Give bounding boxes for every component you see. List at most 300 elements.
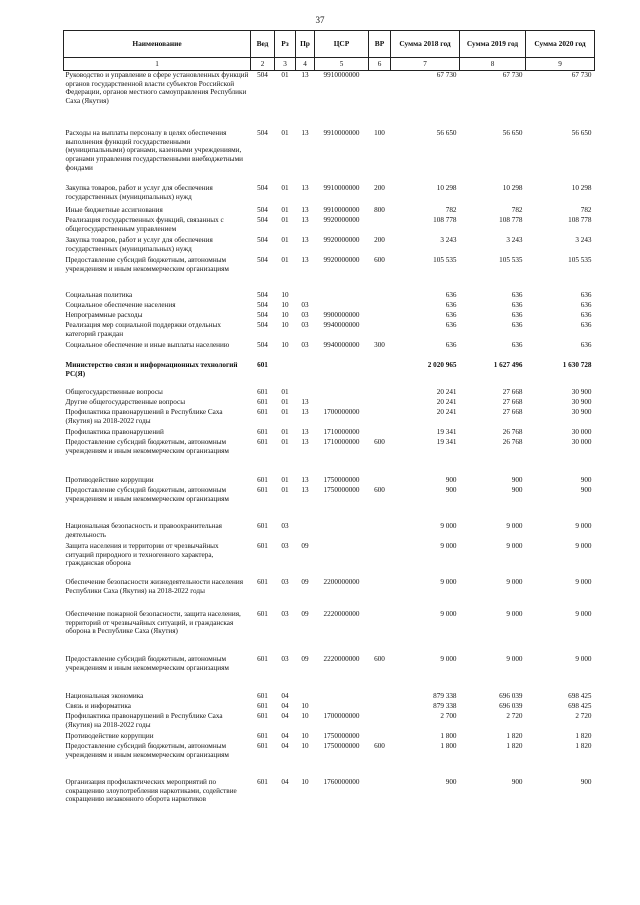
- table-cell-pr: 03: [301, 311, 309, 319]
- table-cell-ved: 601: [257, 361, 268, 369]
- table-cell-sum-2019: 696 039: [499, 702, 523, 710]
- table-cell-csr: 1700000000: [323, 408, 360, 416]
- table-cell-csr: 1710000000: [323, 428, 360, 436]
- table-cell-sum-2018: 20 241: [436, 408, 457, 416]
- budget-table-container: [63, 30, 594, 810]
- col-header-vr: ВР: [369, 31, 391, 58]
- table-cell-sum-2020: 2 720: [575, 712, 592, 720]
- table-cell-vr: [369, 476, 391, 486]
- table-cell-sum-2019: 696 039: [499, 692, 523, 700]
- table-cell-rz: 01: [281, 206, 289, 214]
- table-cell-name: Предоставление субсидий бюджетным, автономным учреждениям и иным некоммерческим организациям: [65, 655, 229, 672]
- table-cell-sum-2019: 636: [511, 341, 523, 349]
- table-cell-sum-2020: 900: [580, 778, 592, 786]
- table-cell-csr: 1750000000: [323, 732, 360, 740]
- table-cell-vr: 100: [374, 129, 385, 137]
- table-cell-sum-2018: 9 000: [440, 655, 457, 663]
- table-cell-pr: 10: [301, 732, 309, 740]
- table-cell-sum-2019: 1 627 496: [493, 361, 523, 369]
- table-cell-sum-2019: 3 243: [506, 236, 523, 244]
- table-cell-sum-2020: 636: [580, 311, 592, 319]
- table-cell-rz: 10: [281, 311, 289, 319]
- table-cell-ved: 601: [257, 742, 268, 750]
- table-cell-csr: 2200000000: [323, 578, 360, 586]
- table-cell-sum-2019: 105 535: [499, 256, 523, 264]
- table-cell-vr: [369, 71, 391, 130]
- table-cell-pr: 13: [301, 256, 309, 264]
- table-cell-sum-2019: 1 820: [506, 732, 523, 740]
- col-header-name: Наименование: [64, 31, 251, 58]
- table-row: [64, 236, 595, 256]
- table-cell-sum-2018: 9 000: [440, 578, 457, 586]
- table-cell-sum-2019: 636: [511, 301, 523, 309]
- table-cell-sum-2019: 636: [511, 311, 523, 319]
- table-cell-ved: 504: [257, 291, 268, 299]
- table-cell-name: Предоставление субсидий бюджетным, автономным учреждениям и иным некоммерческим организациям: [65, 742, 229, 759]
- table-cell-sum-2020: 30 900: [571, 398, 592, 406]
- table-cell-sum-2018: 879 338: [433, 702, 457, 710]
- table-cell-vr: [369, 702, 391, 712]
- table-row: [64, 578, 595, 610]
- table-cell-sum-2020: 1 630 728: [562, 361, 592, 369]
- table-cell-sum-2019: 27 668: [502, 388, 523, 396]
- table-cell-sum-2019: 636: [511, 291, 523, 299]
- table-cell-rz: 03: [281, 522, 289, 530]
- table-row: [64, 778, 595, 810]
- table-cell-rz: 01: [281, 388, 289, 396]
- table-cell-vr: [369, 712, 391, 732]
- table-cell-ved: 601: [257, 702, 268, 710]
- table-cell-sum-2018: 3 243: [440, 236, 457, 244]
- table-cell-rz: 01: [281, 438, 289, 446]
- table-row: [64, 388, 595, 398]
- col-number: 9: [526, 58, 595, 71]
- table-cell-vr: [369, 732, 391, 742]
- table-cell-csr: [315, 291, 369, 301]
- table-row: [64, 438, 595, 476]
- table-row: [64, 321, 595, 341]
- table-cell-sum-2019: 9 000: [506, 522, 523, 530]
- table-cell-rz: 01: [281, 129, 289, 137]
- table-cell-name: Реализация мер социальной поддержки отдельных категорий граждан: [65, 321, 221, 338]
- table-cell-ved: 601: [257, 655, 268, 663]
- table-cell-vr: 800: [374, 206, 385, 214]
- table-cell-rz: 01: [281, 398, 289, 406]
- table-cell-ved: 601: [257, 712, 268, 720]
- table-cell-sum-2020: 9 000: [575, 578, 592, 586]
- table-row: [64, 256, 595, 291]
- table-row: [64, 311, 595, 321]
- header-row: [64, 31, 595, 58]
- table-cell-pr: 13: [301, 184, 309, 192]
- table-cell-csr: 2220000000: [323, 655, 360, 663]
- table-row: [64, 692, 595, 702]
- table-cell-ved: 601: [257, 428, 268, 436]
- table-cell-rz: 01: [281, 486, 289, 494]
- table-cell-sum-2019: 9 000: [506, 655, 523, 663]
- table-cell-pr: [296, 522, 315, 542]
- table-cell-sum-2020: 105 535: [568, 256, 592, 264]
- table-cell-ved: 601: [257, 778, 268, 786]
- table-cell-vr: [369, 321, 391, 341]
- table-cell-csr: [315, 522, 369, 542]
- table-cell-name: Предоставление субсидий бюджетным, автономным учреждениям и иным некоммерческим организациям: [65, 486, 229, 503]
- table-cell-ved: 601: [257, 388, 268, 396]
- table-cell-csr: [315, 361, 369, 388]
- table-cell-sum-2019: 636: [511, 321, 523, 329]
- table-cell-csr: 9910000000: [323, 129, 360, 137]
- table-cell-sum-2019: 1 820: [506, 742, 523, 750]
- table-cell-name: Обеспечение безопасности жизнедеятельности населения Республики Саха (Якутия) на 2018-2022 годы: [65, 578, 244, 595]
- table-cell-pr: 03: [301, 341, 309, 349]
- table-cell-rz: 04: [281, 712, 289, 720]
- table-cell-sum-2020: 10 298: [571, 184, 592, 192]
- table-row: [64, 610, 595, 655]
- table-cell-name: Защита населения и территории от чрезвычайных ситуаций природного и техногенного характера, гражданская оборона: [65, 542, 219, 568]
- table-cell-sum-2018: 67 730: [436, 71, 457, 79]
- table-cell-pr: [296, 692, 315, 702]
- table-cell-sum-2020: 1 820: [575, 732, 592, 740]
- table-cell-csr: 9910000000: [323, 184, 360, 192]
- col-number: 1: [64, 58, 251, 71]
- table-cell-sum-2018: 9 000: [440, 542, 457, 550]
- table-cell-sum-2019: 9 000: [506, 578, 523, 586]
- table-cell-rz: 01: [281, 216, 289, 224]
- table-cell-sum-2019: 26 768: [502, 428, 523, 436]
- table-cell-name: Предоставление субсидий бюджетным, автономным учреждениям и иным некоммерческим организациям: [65, 438, 229, 455]
- table-cell-csr: 9910000000: [323, 71, 360, 79]
- table-row: [64, 184, 595, 206]
- table-cell-name: Закупка товаров, работ и услуг для обеспечения государственных (муниципальных) нужд: [65, 184, 213, 201]
- table-cell-vr: [369, 428, 391, 438]
- table-cell-sum-2019: 67 730: [502, 71, 523, 79]
- table-cell-rz: [275, 361, 296, 388]
- table-cell-name: Непрограммные расходы: [65, 311, 143, 319]
- table-cell-pr: 10: [301, 778, 309, 786]
- table-cell-sum-2018: 2 020 965: [427, 361, 457, 369]
- table-cell-sum-2020: 698 425: [568, 692, 592, 700]
- table-cell-rz: 10: [281, 301, 289, 309]
- table-cell-vr: [369, 610, 391, 655]
- col-header-ved: Вед: [251, 31, 275, 58]
- table-cell-pr: [296, 361, 315, 388]
- table-cell-name: Расходы на выплаты персоналу в целях обеспечения выполнения функций государственными (муниципальными) органами, казенными учреждениями, органами управления государственными внебюджетными фондами: [65, 129, 243, 172]
- table-cell-vr: [369, 361, 391, 388]
- table-cell-sum-2020: 1 820: [575, 742, 592, 750]
- table-cell-name: Противодействие коррупции: [65, 476, 154, 484]
- table-cell-csr: [315, 301, 369, 311]
- table-cell-sum-2019: 26 768: [502, 438, 523, 446]
- table-cell-pr: 13: [301, 408, 309, 416]
- table-cell-vr: 600: [374, 486, 385, 494]
- table-cell-ved: 504: [257, 71, 268, 79]
- table-cell-sum-2018: 19 341: [436, 438, 457, 446]
- table-cell-sum-2020: 9 000: [575, 522, 592, 530]
- table-cell-ved: 601: [257, 578, 268, 586]
- table-cell-sum-2018: 2 700: [440, 712, 457, 720]
- table-cell-rz: 04: [281, 702, 289, 710]
- table-cell-vr: 600: [374, 256, 385, 264]
- table-cell-rz: 03: [281, 655, 289, 663]
- table-cell-vr: [369, 301, 391, 311]
- table-cell-vr: [369, 291, 391, 301]
- table-cell-csr: 1750000000: [323, 476, 360, 484]
- column-number-row: [64, 58, 595, 71]
- table-cell-vr: [369, 578, 391, 610]
- table-cell-sum-2018: 10 298: [436, 184, 457, 192]
- table-row: [64, 486, 595, 522]
- table-cell-vr: [369, 522, 391, 542]
- table-cell-sum-2018: 105 535: [433, 256, 457, 264]
- table-cell-ved: 601: [257, 486, 268, 494]
- table-cell-sum-2020: 9 000: [575, 655, 592, 663]
- table-cell-ved: 504: [257, 129, 268, 137]
- table-row: [64, 301, 595, 311]
- table-cell-ved: 601: [257, 542, 268, 550]
- table-cell-name: Связь и информатика: [65, 702, 131, 710]
- table-cell-csr: 1710000000: [323, 438, 360, 446]
- table-cell-csr: [315, 388, 369, 398]
- col-header-sum-2020: Сумма 2020 год: [526, 31, 595, 58]
- table-cell-name: Национальная экономика: [65, 692, 144, 700]
- col-number: 6: [369, 58, 391, 71]
- table-cell-sum-2018: 108 778: [433, 216, 457, 224]
- table-cell-csr: 9910000000: [323, 206, 360, 214]
- table-cell-sum-2020: 30 000: [571, 428, 592, 436]
- table-cell-pr: 13: [301, 428, 309, 436]
- table-row: [64, 712, 595, 732]
- table-cell-vr: 200: [374, 184, 385, 192]
- table-cell-pr: 13: [301, 216, 309, 224]
- table-cell-sum-2020: 30 900: [571, 388, 592, 396]
- table-cell-vr: [369, 692, 391, 702]
- table-cell-sum-2018: 56 650: [436, 129, 457, 137]
- table-cell-sum-2020: 900: [580, 486, 592, 494]
- table-cell-name: Национальная безопасность и правоохранительная деятельность: [65, 522, 222, 539]
- table-cell-vr: 300: [374, 341, 385, 349]
- table-cell-sum-2018: 1 800: [440, 742, 457, 750]
- table-cell-name: Руководство и управление в сфере установленных функций органов государственной власти субъектов Российской Федерации, органов местного самоуправления Республики Саха (Якутия): [65, 71, 249, 105]
- table-cell-rz: 10: [281, 341, 289, 349]
- table-cell-pr: [296, 388, 315, 398]
- table-cell-pr: 09: [301, 610, 309, 618]
- table-cell-ved: 504: [257, 184, 268, 192]
- table-cell-csr: 9940000000: [323, 341, 360, 349]
- table-cell-pr: 13: [301, 236, 309, 244]
- table-cell-ved: 504: [257, 301, 268, 309]
- table-cell-name: Социальное обеспечение населения: [65, 301, 176, 309]
- table-cell-csr: 1750000000: [323, 486, 360, 494]
- table-cell-csr: [315, 702, 369, 712]
- table-cell-vr: [369, 216, 391, 236]
- table-cell-pr: 13: [301, 71, 309, 79]
- table-row: [64, 216, 595, 236]
- table-cell-name: Предоставление субсидий бюджетным, автономным учреждениям и иным некоммерческим организациям: [65, 256, 229, 273]
- table-cell-csr: 2220000000: [323, 610, 360, 618]
- table-cell-name: Организация профилактических мероприятий по сокращению злоупотребления наркотиками, содействие сокращению незаконного оборота наркотиков: [65, 778, 237, 804]
- table-cell-sum-2020: 782: [580, 206, 592, 214]
- table-cell-rz: 03: [281, 542, 289, 550]
- table-cell-name: Министерство связи и информационных технологий РС(Я): [65, 361, 238, 378]
- table-cell-sum-2019: 27 668: [502, 408, 523, 416]
- table-cell-csr: [315, 692, 369, 702]
- table-cell-sum-2018: 782: [445, 206, 457, 214]
- table-cell-sum-2018: 636: [445, 341, 457, 349]
- table-cell-ved: 504: [257, 256, 268, 264]
- table-cell-vr: [369, 388, 391, 398]
- table-row: [64, 341, 595, 361]
- table-row: [64, 522, 595, 542]
- table-cell-csr: 9900000000: [323, 311, 360, 319]
- table-cell-sum-2020: 636: [580, 321, 592, 329]
- table-row: [64, 361, 595, 388]
- table-cell-ved: 504: [257, 341, 268, 349]
- budget-table: [63, 30, 595, 810]
- table-cell-pr: 03: [301, 321, 309, 329]
- table-cell-rz: 10: [281, 291, 289, 299]
- table-row: [64, 206, 595, 216]
- table-cell-sum-2019: 27 668: [502, 398, 523, 406]
- table-cell-csr: 1760000000: [323, 778, 360, 786]
- col-number: 8: [460, 58, 526, 71]
- table-row: [64, 291, 595, 301]
- table-row: [64, 742, 595, 778]
- table-cell-csr: 9940000000: [323, 321, 360, 329]
- table-cell-sum-2020: 9 000: [575, 542, 592, 550]
- table-cell-pr: 09: [301, 578, 309, 586]
- table-cell-ved: 504: [257, 236, 268, 244]
- table-cell-name: Профилактика правонарушений: [65, 428, 164, 436]
- table-cell-csr: 9920000000: [323, 236, 360, 244]
- table-cell-csr: 1700000000: [323, 712, 360, 720]
- table-cell-sum-2019: 2 720: [506, 712, 523, 720]
- table-cell-rz: 01: [281, 71, 289, 79]
- table-cell-rz: 10: [281, 321, 289, 329]
- table-cell-sum-2020: 698 425: [568, 702, 592, 710]
- table-cell-vr: 600: [374, 655, 385, 663]
- table-cell-csr: 9920000000: [323, 216, 360, 224]
- table-cell-rz: 01: [281, 476, 289, 484]
- table-cell-sum-2020: 636: [580, 301, 592, 309]
- table-cell-name: Противодействие коррупции: [65, 732, 154, 740]
- table-cell-vr: 200: [374, 236, 385, 244]
- table-cell-ved: 601: [257, 610, 268, 618]
- col-header-csr: ЦСР: [315, 31, 369, 58]
- col-number: 3: [275, 58, 296, 71]
- table-cell-sum-2019: 9 000: [506, 542, 523, 550]
- table-cell-ved: 601: [257, 522, 268, 530]
- table-cell-ved: 504: [257, 311, 268, 319]
- table-row: [64, 542, 595, 578]
- table-cell-pr: 10: [301, 712, 309, 720]
- col-number: 7: [391, 58, 460, 71]
- table-cell-pr: 09: [301, 655, 309, 663]
- table-cell-sum-2018: 20 241: [436, 398, 457, 406]
- table-cell-rz: 01: [281, 184, 289, 192]
- table-cell-sum-2018: 879 338: [433, 692, 457, 700]
- table-cell-pr: 03: [301, 301, 309, 309]
- table-cell-name: Общегосударственные вопросы: [65, 388, 163, 396]
- table-cell-sum-2018: 19 341: [436, 428, 457, 436]
- table-cell-pr: 09: [301, 542, 309, 550]
- table-row: [64, 71, 595, 130]
- table-cell-ved: 504: [257, 216, 268, 224]
- table-cell-pr: 13: [301, 486, 309, 494]
- table-cell-sum-2019: 782: [511, 206, 523, 214]
- table-cell-name: Обеспечение пожарной безопасности, защита населения, территорий от чрезвычайных ситуаций, и гражданская оборона в Республике Саха (Якутия): [65, 610, 241, 636]
- table-cell-vr: [369, 542, 391, 578]
- table-row: [64, 476, 595, 486]
- table-cell-sum-2018: 636: [445, 311, 457, 319]
- table-cell-rz: 03: [281, 610, 289, 618]
- table-cell-rz: 04: [281, 742, 289, 750]
- table-cell-pr: 13: [301, 398, 309, 406]
- table-cell-vr: 600: [374, 742, 385, 750]
- col-number: 5: [315, 58, 369, 71]
- table-cell-sum-2020: 9 000: [575, 610, 592, 618]
- table-cell-rz: 04: [281, 692, 289, 700]
- table-cell-sum-2019: 900: [511, 778, 523, 786]
- table-cell-rz: 01: [281, 428, 289, 436]
- table-cell-vr: [369, 408, 391, 428]
- table-cell-csr: [315, 542, 369, 578]
- table-cell-sum-2020: 636: [580, 341, 592, 349]
- table-cell-sum-2020: 30 000: [571, 438, 592, 446]
- table-cell-ved: 601: [257, 438, 268, 446]
- table-cell-ved: 601: [257, 476, 268, 484]
- col-number: 2: [251, 58, 275, 71]
- table-cell-pr: 13: [301, 476, 309, 484]
- table-cell-name: Профилактика правонарушений в Республике Саха (Якутия) на 2018-2022 годы: [65, 712, 223, 729]
- table-cell-sum-2018: 636: [445, 321, 457, 329]
- table-cell-sum-2018: 900: [445, 486, 457, 494]
- table-cell-name: Реализация государственных функций, связанных с общегосударственным управлением: [65, 216, 224, 233]
- table-row: [64, 129, 595, 184]
- table-cell-pr: 13: [301, 129, 309, 137]
- table-row: [64, 398, 595, 408]
- table-cell-ved: 601: [257, 692, 268, 700]
- table-cell-pr: 13: [301, 438, 309, 446]
- col-number: 4: [296, 58, 315, 71]
- table-cell-sum-2020: 636: [580, 291, 592, 299]
- col-header-sum-2019: Сумма 2019 год: [460, 31, 526, 58]
- table-row: [64, 702, 595, 712]
- table-cell-sum-2020: 30 900: [571, 408, 592, 416]
- table-cell-sum-2019: 108 778: [499, 216, 523, 224]
- table-cell-sum-2018: 636: [445, 291, 457, 299]
- table-cell-sum-2018: 9 000: [440, 610, 457, 618]
- table-cell-sum-2018: 636: [445, 301, 457, 309]
- table-cell-vr: [369, 778, 391, 810]
- page-number: 37: [315, 15, 325, 25]
- table-cell-pr: 10: [301, 702, 309, 710]
- table-cell-sum-2018: 20 241: [436, 388, 457, 396]
- table-cell-rz: 03: [281, 578, 289, 586]
- table-cell-sum-2019: 9 000: [506, 610, 523, 618]
- table-cell-sum-2018: 1 800: [440, 732, 457, 740]
- table-cell-sum-2018: 900: [445, 476, 457, 484]
- table-cell-rz: 01: [281, 256, 289, 264]
- table-cell-sum-2018: 900: [445, 778, 457, 786]
- table-cell-vr: [369, 311, 391, 321]
- table-cell-sum-2020: 900: [580, 476, 592, 484]
- table-cell-ved: 504: [257, 321, 268, 329]
- table-row: [64, 428, 595, 438]
- table-row: [64, 655, 595, 692]
- table-cell-csr: 1750000000: [323, 742, 360, 750]
- table-cell-csr: [315, 398, 369, 408]
- table-cell-rz: 01: [281, 408, 289, 416]
